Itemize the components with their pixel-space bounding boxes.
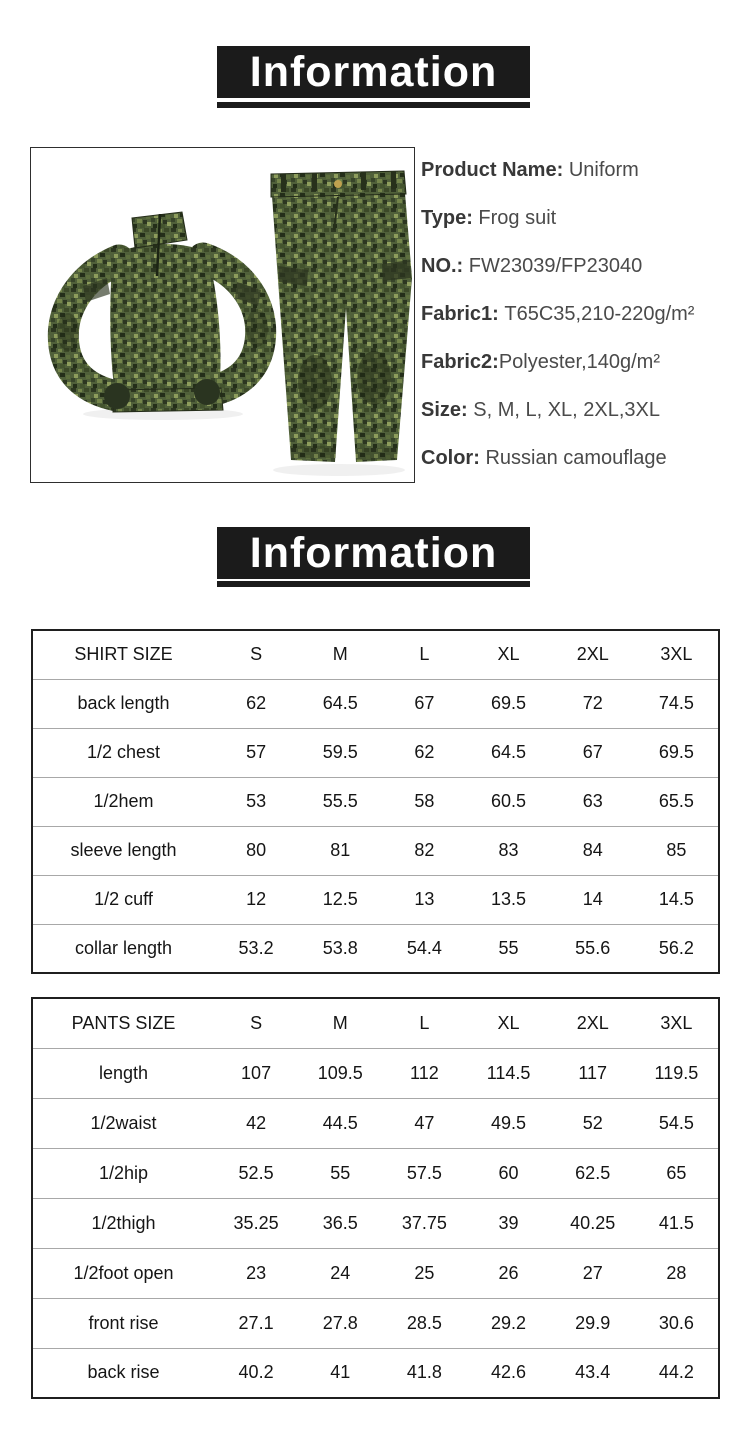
size-column-header: 3XL — [660, 644, 693, 665]
measurement-value: 52 — [551, 1098, 635, 1148]
measurement-value: 28.5 — [382, 1298, 466, 1348]
product-detail-row — [421, 194, 746, 242]
measurement-value: 65.5 — [635, 777, 719, 826]
size-column-header: S — [250, 1012, 263, 1033]
measurement-value: 24 — [298, 1248, 382, 1298]
measurement-value: 117 — [551, 1048, 635, 1098]
detail-value: S, M, L, XL, 2XL,3XL — [473, 398, 661, 421]
measurement-value: 53.2 — [214, 924, 298, 973]
measurement-value: 83 — [466, 826, 550, 875]
size-column-header: L — [419, 1012, 430, 1033]
size-table-row — [32, 1098, 719, 1148]
measurement-label: 1/2thigh — [32, 1198, 214, 1248]
measurement-value: 41 — [298, 1348, 382, 1398]
measurement-value: 49.5 — [466, 1098, 550, 1148]
measurement-value: 114.5 — [466, 1048, 550, 1098]
information-banner-top-title: Information — [249, 47, 498, 96]
detail-label: Fabric1: — [421, 302, 505, 325]
measurement-value: 59.5 — [298, 728, 382, 777]
size-table-title: SHIRT SIZE — [74, 644, 173, 665]
detail-label: Product Name: — [421, 158, 569, 181]
measurement-value: 54.5 — [635, 1098, 719, 1148]
product-details — [421, 146, 746, 482]
measurement-value: 67 — [551, 728, 635, 777]
measurement-value: 57 — [214, 728, 298, 777]
measurement-value: 14 — [551, 875, 635, 924]
size-table-row — [32, 1348, 719, 1398]
measurement-value: 27.8 — [298, 1298, 382, 1348]
size-table-row — [32, 924, 719, 973]
measurement-label: 1/2 cuff — [32, 875, 214, 924]
measurement-value: 55 — [466, 924, 550, 973]
measurement-value: 29.9 — [551, 1298, 635, 1348]
size-column-header: 3XL — [660, 1012, 693, 1033]
size-table-row — [32, 1298, 719, 1348]
measurement-value: 35.25 — [214, 1198, 298, 1248]
measurement-value: 55 — [298, 1148, 382, 1198]
measurement-value: 85 — [635, 826, 719, 875]
measurement-value: 43.4 — [551, 1348, 635, 1398]
size-table-row — [32, 875, 719, 924]
measurement-value: 29.2 — [466, 1298, 550, 1348]
information-banner-top-underline — [217, 102, 530, 108]
detail-label: Type: — [421, 206, 479, 229]
measurement-value: 26 — [466, 1248, 550, 1298]
size-table-header-row — [32, 998, 719, 1048]
measurement-value: 23 — [214, 1248, 298, 1298]
size-table-row — [32, 826, 719, 875]
measurement-value: 52.5 — [214, 1148, 298, 1198]
measurement-value: 112 — [382, 1048, 466, 1098]
measurement-value: 65 — [635, 1148, 719, 1198]
measurement-value: 25 — [382, 1248, 466, 1298]
measurement-value: 64.5 — [298, 679, 382, 728]
measurement-label: 1/2 chest — [32, 728, 214, 777]
size-table-row — [32, 728, 719, 777]
measurement-value: 40.25 — [551, 1198, 635, 1248]
measurement-label: 1/2foot open — [32, 1248, 214, 1298]
measurement-value: 57.5 — [382, 1148, 466, 1198]
measurement-value: 27 — [551, 1248, 635, 1298]
shirt-size-table — [31, 629, 720, 974]
product-detail-row — [421, 386, 746, 434]
measurement-value: 62 — [382, 728, 466, 777]
size-column-header: L — [419, 644, 430, 665]
information-banner-bottom — [217, 527, 530, 579]
product-detail-row — [421, 338, 746, 386]
measurement-label: back length — [32, 679, 214, 728]
detail-label: Size: — [421, 398, 474, 421]
information-banner-top — [217, 46, 530, 98]
size-table-row — [32, 1248, 719, 1298]
measurement-value: 27.1 — [214, 1298, 298, 1348]
detail-value: Uniform — [568, 158, 639, 181]
measurement-value: 44.2 — [635, 1348, 719, 1398]
measurement-value: 62 — [214, 679, 298, 728]
camo-pants-illustration — [271, 171, 412, 476]
pants-size-table — [31, 997, 720, 1399]
detail-label: NO.: — [421, 254, 469, 277]
measurement-value: 41.8 — [382, 1348, 466, 1398]
measurement-label: sleeve length — [32, 826, 214, 875]
measurement-value: 72 — [551, 679, 635, 728]
detail-label: Fabric2: — [421, 350, 499, 373]
measurement-value: 54.4 — [382, 924, 466, 973]
measurement-value: 74.5 — [635, 679, 719, 728]
size-table-row — [32, 1048, 719, 1098]
measurement-value: 36.5 — [298, 1198, 382, 1248]
measurement-label: 1/2hip — [32, 1148, 214, 1198]
detail-label: Color: — [421, 446, 486, 469]
measurement-value: 47 — [382, 1098, 466, 1148]
detail-value: Polyester,140g/m² — [498, 350, 661, 373]
measurement-label: 1/2hem — [32, 777, 214, 826]
measurement-label: 1/2waist — [32, 1098, 214, 1148]
information-banner-bottom-underline — [217, 581, 530, 587]
size-table-row — [32, 1148, 719, 1198]
size-table-row — [32, 679, 719, 728]
measurement-value: 42 — [214, 1098, 298, 1148]
size-table-row — [32, 777, 719, 826]
measurement-value: 81 — [298, 826, 382, 875]
product-detail-row — [421, 146, 746, 194]
measurement-value: 107 — [214, 1048, 298, 1098]
measurement-value: 69.5 — [466, 679, 550, 728]
measurement-value: 13.5 — [466, 875, 550, 924]
measurement-value: 109.5 — [298, 1048, 382, 1098]
measurement-value: 12 — [214, 875, 298, 924]
size-column-header: M — [332, 644, 348, 665]
measurement-value: 58 — [382, 777, 466, 826]
measurement-label: front rise — [32, 1298, 214, 1348]
product-detail-row — [421, 290, 746, 338]
measurement-value: 39 — [466, 1198, 550, 1248]
measurement-value: 44.5 — [298, 1098, 382, 1148]
measurement-value: 30.6 — [635, 1298, 719, 1348]
detail-value: T65C35,210-220g/m² — [504, 302, 695, 325]
measurement-value: 63 — [551, 777, 635, 826]
measurement-value: 28 — [635, 1248, 719, 1298]
size-table-row — [32, 1198, 719, 1248]
detail-value: Russian camouflage — [485, 446, 667, 469]
measurement-value: 64.5 — [466, 728, 550, 777]
measurement-value: 13 — [382, 875, 466, 924]
measurement-value: 82 — [382, 826, 466, 875]
size-column-header: XL — [497, 644, 520, 665]
measurement-value: 60.5 — [466, 777, 550, 826]
measurement-value: 80 — [214, 826, 298, 875]
pants-button — [334, 180, 342, 188]
measurement-label: length — [32, 1048, 214, 1098]
measurement-value: 53.8 — [298, 924, 382, 973]
size-column-header: S — [250, 644, 263, 665]
measurement-value: 69.5 — [635, 728, 719, 777]
measurement-value: 41.5 — [635, 1198, 719, 1248]
measurement-value: 62.5 — [551, 1148, 635, 1198]
product-detail-row — [421, 434, 746, 482]
size-table-header-row — [32, 630, 719, 679]
detail-value: Frog suit — [478, 206, 557, 229]
measurement-value: 55.5 — [298, 777, 382, 826]
size-table-title: PANTS SIZE — [71, 1012, 176, 1033]
measurement-value: 12.5 — [298, 875, 382, 924]
size-column-header: XL — [497, 1012, 520, 1033]
size-column-header: 2XL — [576, 644, 609, 665]
measurement-value: 84 — [551, 826, 635, 875]
measurement-value: 119.5 — [635, 1048, 719, 1098]
product-detail-row — [421, 242, 746, 290]
measurement-value: 40.2 — [214, 1348, 298, 1398]
size-column-header: 2XL — [576, 1012, 609, 1033]
camo-shirt-illustration — [57, 212, 268, 420]
measurement-value: 42.6 — [466, 1348, 550, 1398]
measurement-label: back rise — [32, 1348, 214, 1398]
measurement-label: collar length — [32, 924, 214, 973]
measurement-value: 60 — [466, 1148, 550, 1198]
measurement-value: 14.5 — [635, 875, 719, 924]
measurement-value: 56.2 — [635, 924, 719, 973]
measurement-value: 53 — [214, 777, 298, 826]
measurement-value: 37.75 — [382, 1198, 466, 1248]
uniform-photo — [31, 148, 414, 482]
size-column-header: M — [332, 1012, 348, 1033]
measurement-value: 67 — [382, 679, 466, 728]
information-banner-bottom-title: Information — [249, 528, 498, 577]
measurement-value: 55.6 — [551, 924, 635, 973]
product-photo-frame — [30, 147, 415, 483]
detail-value: FW23039/FP23040 — [468, 254, 643, 277]
